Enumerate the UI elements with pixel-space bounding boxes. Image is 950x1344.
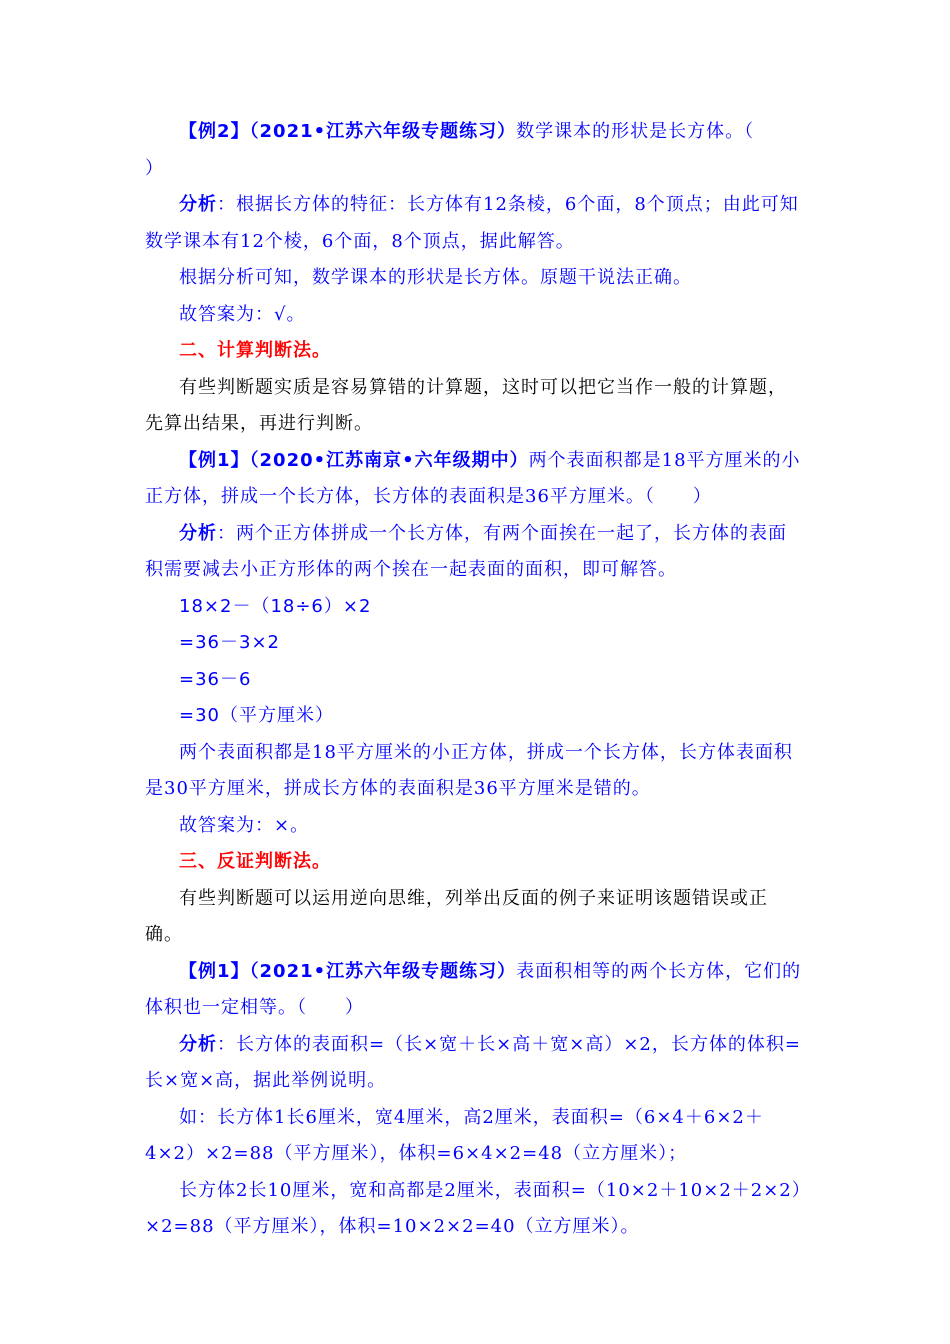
example-question-text: 数学课本的形状是长方体。（ xyxy=(516,121,755,142)
document-content xyxy=(145,114,805,1246)
calc-step-2: =36－3×2 xyxy=(179,632,280,653)
example-question-text: 两个表面积都是18平方厘米的小正方体，拼成一个长方体，长方体的表面积是36平方厘米。（ ） xyxy=(145,449,801,507)
section-2-heading: 二、计算判断法。 xyxy=(179,340,331,361)
section-2-example-answer: 故答案为：×。 xyxy=(179,814,310,836)
example-source: （2021•江苏六年级专题练习） xyxy=(249,960,517,982)
calc-step-4: =30（平方厘米） xyxy=(179,705,334,726)
analysis-text: ：两个正方体拼成一个长方体，有两个面挨在一起了，长方体的表面积需要减去小正方形体的两个挨在一起表面的面积，即可解答。 xyxy=(145,522,787,580)
example-tag: 【例1】 xyxy=(179,960,250,982)
example-2-answer: 故答案为：√。 xyxy=(179,303,306,325)
section-2-example-question xyxy=(145,443,805,516)
analysis-label: 分析 xyxy=(179,194,217,215)
calc-step-1: 18×2－（18÷6）×2 xyxy=(179,595,372,617)
example-2-conclusion: 根据分析可知，数学课本的形状是长方体。原题干说法正确。 xyxy=(179,267,692,288)
example-2-question-end: ） xyxy=(145,157,164,179)
calc-step-3: =36－6 xyxy=(179,668,252,690)
example-2-analysis xyxy=(145,187,805,260)
section-3-example-question xyxy=(145,954,805,1027)
section-2-example-analysis xyxy=(145,516,805,589)
analysis-text: ：长方体的表面积=（长×宽＋长×高＋宽×高）×2，长方体的体积=长×宽×高，据此举例说明。 xyxy=(145,1033,801,1091)
example-source: （2020•江苏南京•六年级期中） xyxy=(249,449,529,471)
section-3-intro: 有些判断题可以运用逆向思维，列举出反面的例子来证明该题错误或正确。 xyxy=(145,887,768,945)
analysis-label: 分析 xyxy=(179,1033,217,1055)
example-question-text: 表面积相等的两个长方体，它们的体积也一定相等。（ ） xyxy=(145,960,802,1018)
example-source: （2021•江苏六年级专题练习） xyxy=(249,121,517,142)
section-2-example-conclusion: 两个表面积都是18平方厘米的小正方体，拼成一个长方体，长方体表面积是30平方厘米，拼成长方体的表面积是36平方厘米是错的。 xyxy=(145,741,793,799)
section-2-intro: 有些判断题实质是容易算错的计算题，这时可以把它当作一般的计算题，先算出结果，再进行判断。 xyxy=(145,376,787,434)
analysis-text: ：根据长方体的特征：长方体有12条棱，6个面，8个顶点；由此可知数学课本有12个棱，6个面，8个顶点，据此解答。 xyxy=(145,194,799,252)
section-3-case-2: 长方体2长10厘米，宽和高都是2厘米，表面积=（10×2＋10×2＋2×2）×2=88（平方厘米），体积=10×2×2=40（立方厘米）。 xyxy=(145,1179,802,1237)
section-3-case-1: 如：长方体1长6厘米，宽4厘米，高2厘米，表面积=（6×4＋6×2＋4×2）×2=88（平方厘米），体积=6×4×2=48（立方厘米）； xyxy=(145,1106,764,1164)
analysis-label: 分析 xyxy=(179,522,217,544)
section-3-example-analysis xyxy=(145,1027,805,1100)
example-tag: 【例2】 xyxy=(179,121,250,142)
section-3-heading: 三、反证判断法。 xyxy=(179,851,331,872)
example-tag: 【例1】 xyxy=(179,449,250,471)
example-2-question xyxy=(145,114,805,151)
